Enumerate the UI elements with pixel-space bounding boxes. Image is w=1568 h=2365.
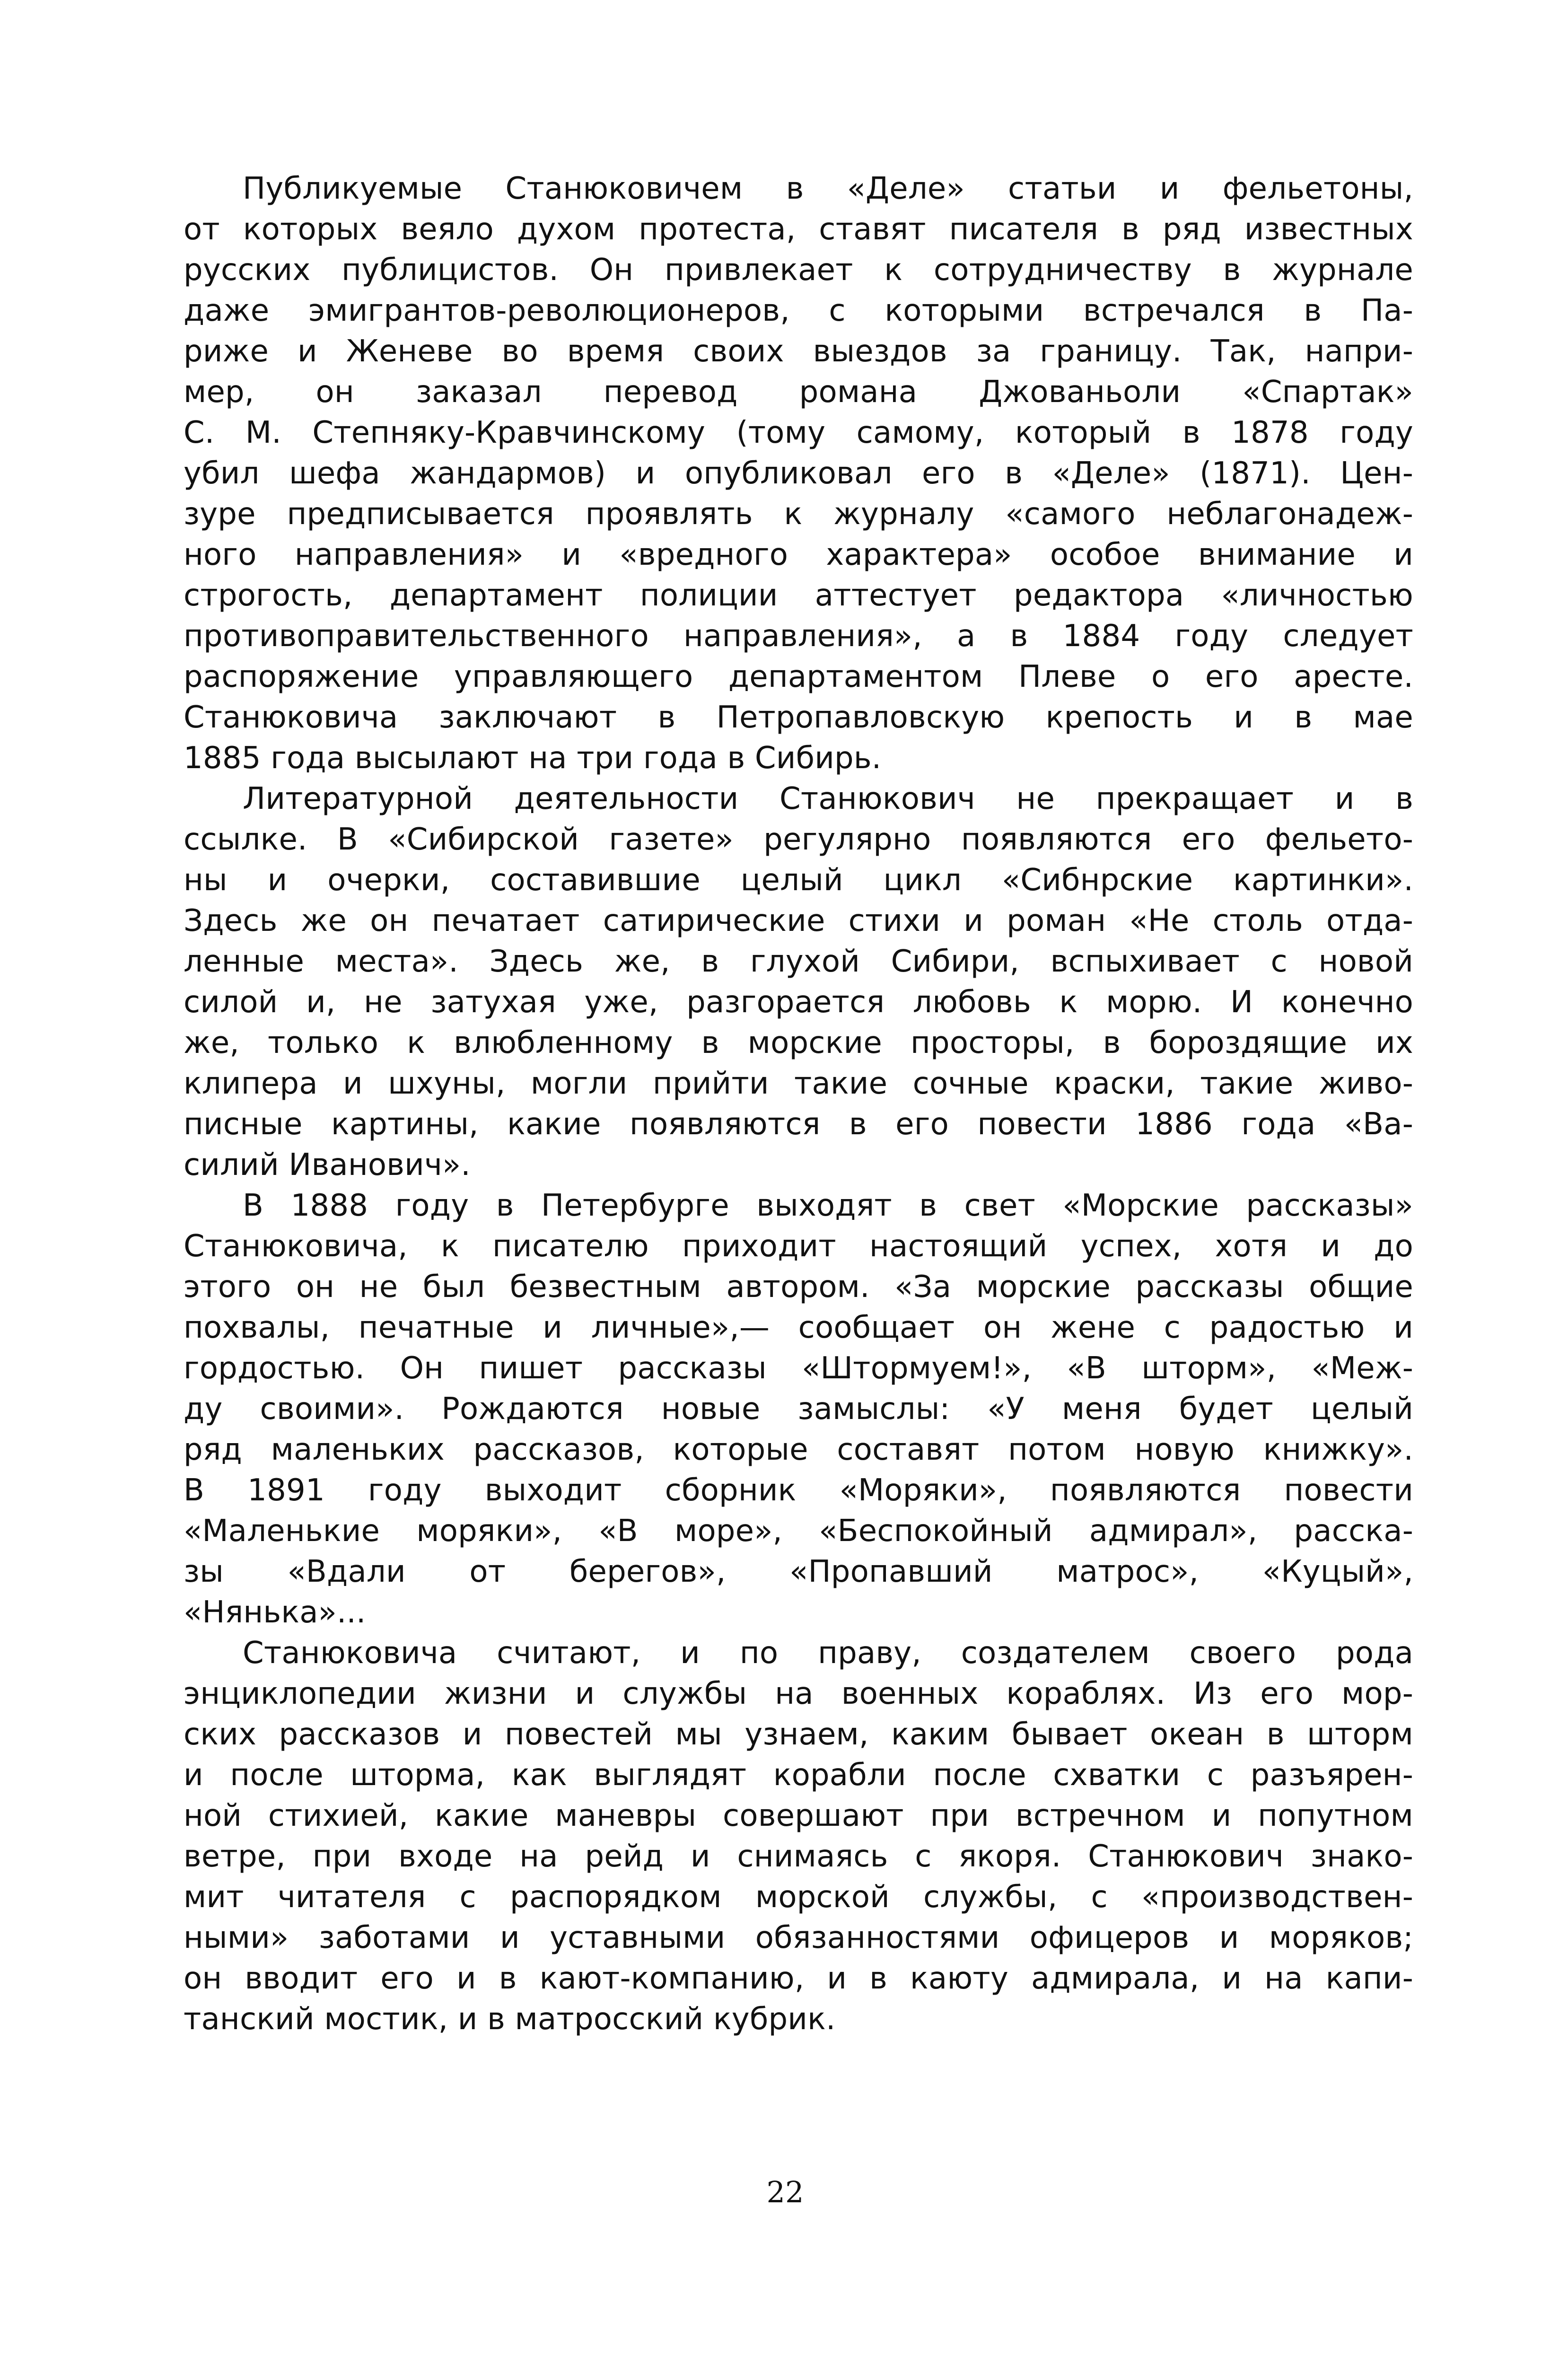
text-line: мер, он заказал перевод романа Джованьоли «Спартак»: [184, 375, 1413, 410]
text-line: риже и Женеве во время своих выездов за границу. Так, напри-: [184, 334, 1413, 369]
text-line: русских публицистов. Он привлекает к сотрудничеству в журнале: [184, 253, 1413, 288]
text-line: же, только к влюбленному в морские просторы, в бороздящие их: [184, 1025, 1413, 1060]
text-line: даже эмигрантов-революционеров, с которыми встречался в Па-: [184, 293, 1413, 328]
text-line: мит читателя с распорядком морской службы, с «производствен-: [184, 1880, 1413, 1915]
text-line: «Маленькие моряки», «В море», «Беспокойный адмирал», расска-: [184, 1514, 1413, 1549]
text-line: от которых веяло духом протеста, ставят писателя в ряд известных: [184, 212, 1413, 247]
text-line: ряд маленьких рассказов, которые составят потом новую книжку».: [184, 1432, 1413, 1467]
text-line: ских рассказов и повестей мы узнаем, каким бывает океан в шторм: [184, 1717, 1413, 1752]
text-line: Публикуемые Станюковичем в «Деле» статьи и фельетоны,: [243, 171, 1413, 206]
text-line: ного направления» и «вредного характера» особое внимание и: [184, 537, 1413, 572]
text-line: силой и, не затухая уже, разгорается любовь к морю. И конечно: [184, 985, 1413, 1020]
text-line: клипера и шхуны, могли прийти такие сочные краски, такие живо-: [184, 1066, 1413, 1101]
text-line: этого он не был безвестным автором. «За морские рассказы общие: [184, 1270, 1413, 1305]
text-line: Станюковича заключают в Петропавловскую крепость и в мае: [184, 700, 1413, 735]
text-line: Станюковича считают, и по праву, создателем своего рода: [243, 1636, 1413, 1671]
text-line: Здесь же он печатает сатирические стихи и роман «Не столь отда-: [184, 903, 1413, 938]
text-line: похвалы, печатные и личные»,— сообщает он жене с радостью и: [184, 1310, 1413, 1345]
paragraph-1: [184, 168, 1413, 779]
paragraph-3: [184, 1185, 1413, 1633]
text-line: писные картины, какие появляются в его повести 1886 года «Ва-: [184, 1107, 1413, 1142]
text-line: распоряжение управляющего департаментом Плеве о его аресте.: [184, 659, 1413, 694]
text-line: убил шефа жандармов) и опубликовал его в «Деле» (1871). Цен-: [184, 456, 1413, 491]
text-line: энциклопедии жизни и службы на военных кораблях. Из его мор-: [184, 1676, 1413, 1711]
text-line: ветре, при входе на рейд и снимаясь с якоря. Станюкович знако-: [184, 1839, 1413, 1874]
text-line: противоправительственного направления», а в 1884 году следует: [184, 619, 1413, 654]
text-line: он вводит его и в кают-компанию, и в каюту адмирала, и на капи-: [184, 1961, 1413, 1996]
text-line: ленные места». Здесь же, в глухой Сибири, вспыхивает с новой: [184, 944, 1413, 979]
text-line: ду своими». Рождаются новые замыслы: «У меня будет целый: [184, 1392, 1413, 1427]
text-line: ными» заботами и уставными обязанностями офицеров и моряков;: [184, 1920, 1413, 1955]
text-line: и после шторма, как выглядят корабли после схватки с разъярен-: [184, 1758, 1413, 1793]
text-line: танский мостик, и в матросский кубрик.: [184, 2002, 836, 2037]
page-number: 22: [766, 2175, 804, 2209]
text-line: строгость, департамент полиции аттестует редактора «личностью: [184, 578, 1413, 613]
text-line: ссылке. В «Сибирской газете» регулярно появляются его фельето-: [184, 822, 1413, 857]
paragraph-2: [184, 779, 1413, 1185]
text-line: В 1891 году выходит сборник «Моряки», появляются повести: [184, 1473, 1413, 1508]
paragraph-4: [184, 1633, 1413, 2040]
text-line: Станюковича, к писателю приходит настоящий успех, хотя и до: [184, 1229, 1413, 1264]
text-line: гордостью. Он пишет рассказы «Штормуем!», «В шторм», «Меж-: [184, 1351, 1413, 1386]
text-line: Литературной деятельности Станюкович не прекращает и в: [243, 781, 1413, 816]
text-line: ной стихией, какие маневры совершают при встречном и попутном: [184, 1798, 1413, 1833]
text-line: ны и очерки, составившие целый цикл «Сибнрские картинки».: [184, 863, 1413, 898]
text-line: В 1888 году в Петербурге выходят в свет «Морские рассказы»: [243, 1188, 1413, 1223]
text-line: С. М. Степняку-Кравчинскому (тому самому, который в 1878 году: [184, 415, 1413, 450]
text-line: зуре предписывается проявлять к журналу «самого неблагонадеж-: [184, 497, 1413, 532]
text-line: «Нянька»...: [184, 1595, 366, 1630]
text-line: силий Иванович».: [184, 1147, 471, 1182]
text-line: зы «Вдали от берегов», «Пропавший матрос», «Куцый»,: [184, 1554, 1413, 1589]
text-line: 1885 года высылают на три года в Сибирь.: [184, 741, 882, 776]
main-text: [184, 168, 1413, 2040]
